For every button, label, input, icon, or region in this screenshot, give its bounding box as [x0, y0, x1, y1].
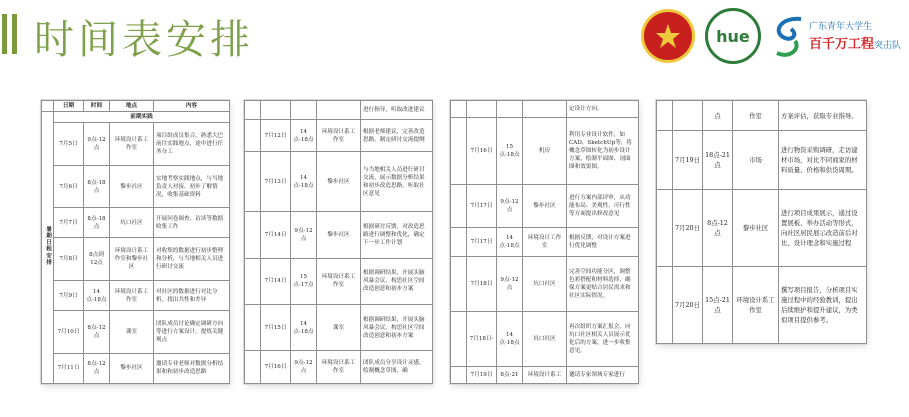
cell-place: 黎步社区 — [523, 185, 567, 227]
blank-cell — [657, 131, 673, 190]
blank-cell — [245, 152, 261, 212]
cell-place: 环境设计系工作室 — [110, 123, 154, 166]
cell-content: 完善空间功能分区，调整色彩搭配和材料选择，确保方案更贴合居民需求和社区实际情况。 — [567, 257, 639, 312]
schedule-page-4 — [656, 100, 866, 344]
table-row — [42, 123, 230, 166]
cell-time: 点 — [703, 101, 733, 131]
cell-place: 黎步社区 — [110, 165, 154, 208]
cell-date — [467, 101, 497, 118]
cell-place: 坑口社区 — [523, 257, 567, 312]
cell-place: 市场 — [733, 131, 779, 190]
title-accent-bar — [2, 14, 7, 54]
schedule-table-1 — [41, 100, 230, 384]
cell-content: 根据研讨反馈，对改造思路进行调整和优化，确定下一步工作计划 — [361, 212, 433, 258]
cell-place: 环境设计工作室 — [523, 227, 567, 257]
school-logo — [705, 8, 761, 64]
cell-content: 根据调研结果，开展头脑风暴会议，构思社区空间改造创意和初步方案 — [361, 258, 433, 304]
cell-time: 15点-17点 — [291, 258, 317, 304]
org-line-3: 突击队 — [873, 40, 901, 51]
group-label: 暑期日程安排 — [45, 226, 51, 266]
cell-time: 15点-18点 — [497, 118, 523, 185]
table-row — [245, 258, 433, 304]
blank-cell — [657, 101, 673, 131]
blank-cell — [451, 185, 467, 227]
cell-date: 7月12日 — [261, 119, 291, 152]
schedule-table-4 — [656, 100, 867, 344]
blank-cell — [657, 267, 673, 344]
cell-place — [523, 101, 567, 118]
cell-content: 再次组织方案汇报会，向坑口社区相关人员展示优化后的方案，进一步收集意见。 — [567, 312, 639, 367]
table-row — [245, 119, 433, 152]
cell-date: 7月8日 — [54, 238, 84, 281]
cell-content: 方案评估，获取专业指导。 — [779, 101, 867, 131]
cell-content: 实地考察实践地点，与当地负责人对接，初步了解情况，收集基础资料 — [154, 165, 230, 208]
cell-place: 环境设计系工作室 — [317, 258, 361, 304]
blank-cell — [451, 118, 467, 185]
org-line-2: 百千万工程 — [808, 36, 874, 52]
schedule-page-2 — [244, 100, 432, 384]
title-accent-bar-2 — [12, 14, 17, 54]
cell-date — [261, 101, 291, 120]
cell-date: 7月19日 — [467, 366, 497, 383]
org-line-1: 广东青年大学生 — [808, 21, 872, 32]
cell-date: 7月20日 — [673, 267, 703, 344]
cell-date: 7月9日 — [54, 281, 84, 311]
blank-cell — [245, 119, 261, 152]
cell-date: 7月16日 — [261, 351, 291, 384]
cell-date: 7月15日 — [261, 305, 291, 351]
cell-content: 利用专业设计软件，如CAD、SketchUp等，将概念草图转化为初步设计方案，绘制平面图、剖面图和效果图。 — [567, 118, 639, 185]
blank-cell — [245, 305, 261, 351]
cell-place: 坑口社区 — [110, 208, 154, 238]
cell-place: 环境设计系工作室 — [317, 119, 361, 152]
table-row — [451, 257, 639, 312]
cell-time: 8点-12点 — [84, 311, 110, 354]
blank-cell — [451, 101, 467, 118]
table-row — [42, 238, 230, 281]
table-row — [42, 281, 230, 311]
cell-content: 与当地相关人员进行研讨交流，展示数据分析结果和初步改造思路，听取社区意见 — [361, 152, 433, 212]
cell-content: 进行项目成果展示，通过设置展板、举办活动等形式，向社区居民展示改造前后对比、设计理念和实施过程 — [779, 190, 867, 267]
cell-time: 8点-12点 — [703, 190, 733, 267]
cell-place: 黎步社区 — [317, 212, 361, 258]
col-header-time: 时间 — [84, 101, 110, 112]
cell-content: 团队成员分享设计灵感，绘制概念草图，确 — [361, 351, 433, 384]
cell-date: 7月6日 — [54, 165, 84, 208]
cell-date: 7月17日 — [467, 185, 497, 227]
cell-place: 课室 — [110, 311, 154, 354]
table-row — [245, 212, 433, 258]
cell-place: 课室 — [317, 305, 361, 351]
section-label: 前期实践 — [54, 112, 230, 123]
cell-date: 7月13日 — [261, 152, 291, 212]
schedule-table-2 — [244, 100, 433, 384]
cell-time: 18点-21点 — [703, 131, 733, 190]
cell-content: 进行方案内部评审，从功能布局、美观性、可行性等方面提出修改意见 — [567, 185, 639, 227]
cell-time: 14点-18点 — [291, 152, 317, 212]
cell-date: 7月20日 — [673, 190, 703, 267]
cell-content: 进行指导，听取改进建议 — [361, 101, 433, 120]
table-row — [245, 152, 433, 212]
cell-content: 根据老师建议，完善改造思路，制定研讨交流提纲 — [361, 119, 433, 152]
table-row — [245, 101, 433, 120]
blank-cell — [245, 101, 261, 120]
cell-time: 14点-18点 — [497, 312, 523, 367]
cell-content: 对收集的数据进行初步整理和分析，与当地相关人员进行研讨交流 — [154, 238, 230, 281]
table-row — [657, 190, 867, 267]
blank-cell — [451, 257, 467, 312]
org-logo — [771, 13, 901, 59]
blank-cell — [245, 258, 261, 304]
schedule-page-3 — [450, 100, 638, 384]
cell-content: 进行物资采购调研，走访建材市场，对比不同商家的材料质量、价格和供货周期。 — [779, 131, 867, 190]
blank-cell — [451, 227, 467, 257]
cell-time: 15点-21点 — [703, 267, 733, 344]
cell-time: 8点-18点 — [84, 165, 110, 208]
cell-date: 7月14日 — [261, 212, 291, 258]
cell-time: 8点-12点 — [84, 353, 110, 383]
cell-place: 坑口社区 — [523, 312, 567, 367]
cell-content: 邀请专业老师对数据分析结果和和初步改造思路 — [154, 353, 230, 383]
blank-cell — [245, 212, 261, 258]
table-row — [657, 267, 867, 344]
cell-place: 环境设计系工作室 — [110, 281, 154, 311]
blank-cell — [245, 351, 261, 384]
group-label-cell — [42, 112, 54, 384]
cell-time: 9点-12点 — [497, 257, 523, 312]
cell-time: 14点-18点 — [497, 227, 523, 257]
cell-time: 8点-21 — [497, 366, 523, 383]
cell-time: 14点-18点 — [291, 305, 317, 351]
cell-content: 撰写项目报告，分析项目实施过程中的经验教训，提出后续维护和提升建议，为类似项目提供参考。 — [779, 267, 867, 344]
cell-time: 8点到12点 — [84, 238, 110, 281]
swirl-logo-icon — [771, 13, 805, 59]
cell-date: 7月18日- — [467, 312, 497, 367]
logo-group — [641, 6, 901, 66]
corner-cell — [42, 101, 54, 112]
table-row — [245, 305, 433, 351]
table-row — [451, 101, 639, 118]
cell-time: 8点-18点 — [84, 208, 110, 238]
cell-date: 7月11日 — [54, 353, 84, 383]
youth-league-emblem-icon — [641, 9, 695, 63]
blank-cell — [451, 366, 467, 383]
cell-place: 机房 — [523, 118, 567, 185]
cell-date: 7月7日 — [54, 208, 84, 238]
table-row — [657, 101, 867, 131]
table-row — [451, 366, 639, 383]
cell-place: 环境设计系工 — [523, 366, 567, 383]
cell-time: 14点-18点 — [84, 281, 110, 311]
cell-content: 开展问卷调查、访谈等数据收集工作 — [154, 208, 230, 238]
page-title: 时间表安排 — [34, 17, 254, 63]
cell-date: 7月18日 — [467, 257, 497, 312]
table-row — [245, 351, 433, 384]
cell-date — [673, 101, 703, 131]
cell-date: 7月10日 — [54, 311, 84, 354]
cell-place: 环境设计系工作室 — [317, 351, 361, 384]
cell-date: 7月14日 — [261, 258, 291, 304]
table-row — [42, 311, 230, 354]
cell-time: 9点-12点 — [291, 351, 317, 384]
table-row — [451, 185, 639, 227]
cell-content: 根据反馈，对设计方案进行优化调整 — [567, 227, 639, 257]
cell-place — [317, 101, 361, 120]
table-row — [451, 118, 639, 185]
cell-place: 环境设计系工作室 — [733, 267, 779, 344]
cell-place: 黎步社区 — [110, 353, 154, 383]
table-row — [42, 353, 230, 383]
school-logo-mark: hue — [716, 26, 750, 46]
cell-date: 7月5日 — [54, 123, 84, 166]
cell-date: 7月17日 — [467, 227, 497, 257]
cell-place: 黎步社区 — [317, 152, 361, 212]
blank-cell — [451, 312, 467, 367]
cell-time: 9点-12点 — [497, 185, 523, 227]
cell-time: 9点-12点 — [84, 123, 110, 166]
cell-place: 环境设计系工作室和黎步社区 — [110, 238, 154, 281]
cell-content: 对社区的数据进行对比分析，找出共性和差异 — [154, 281, 230, 311]
cell-content: 邀请专家领域专家进行 — [567, 366, 639, 383]
blank-cell — [657, 190, 673, 267]
cell-time — [291, 101, 317, 120]
table-row — [42, 165, 230, 208]
cell-time: 14点-18点 — [291, 119, 317, 152]
schedule-page-1 — [41, 100, 229, 384]
schedule-table-3 — [450, 100, 639, 384]
col-header-date: 日期 — [54, 101, 84, 112]
table-row — [451, 312, 639, 367]
cell-content: 根据调研结果，开展头脑风暴会议，构思社区空间改造创意和初步方案 — [361, 305, 433, 351]
cell-place: 作室 — [733, 101, 779, 131]
cell-content: 项目组成员集合，熟悉大巴前往实践地点，途中进行任务分工 — [154, 123, 230, 166]
cell-content: 团队成员讨论确定调研方向等进行方案设计，提炼关键观点 — [154, 311, 230, 354]
cell-date: 7月19日 — [673, 131, 703, 190]
col-header-place: 地点 — [110, 101, 154, 112]
table-row — [451, 227, 639, 257]
cell-time — [497, 101, 523, 118]
table-row — [657, 131, 867, 190]
cell-content: 定设计方向。 — [567, 101, 639, 118]
cell-date: 7月16日 — [467, 118, 497, 185]
cell-place: 黎步社区 — [733, 190, 779, 267]
col-header-content: 内容 — [154, 101, 230, 112]
cell-time: 9点-12点 — [291, 212, 317, 258]
table-row — [42, 208, 230, 238]
